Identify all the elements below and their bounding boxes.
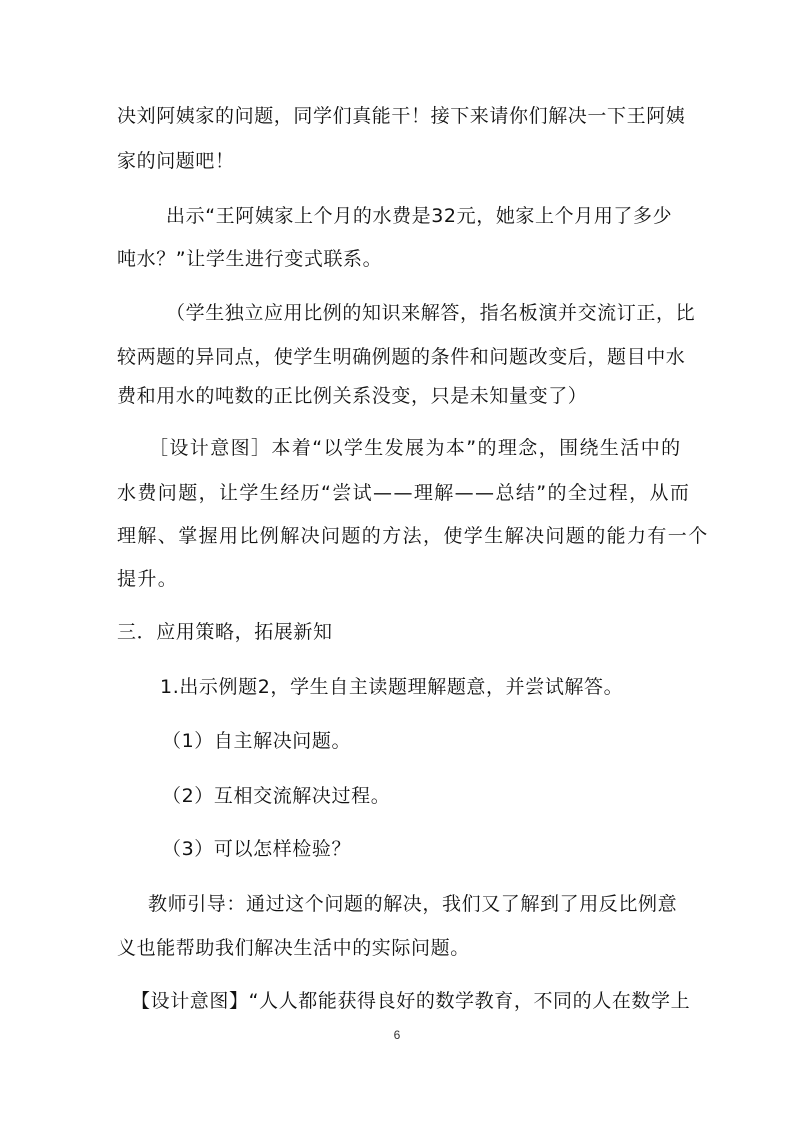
text-line-9: 水费问题，让学生经历“尝试——理解——总结”的全过程，从而 [117,482,691,504]
text-line-7: 费和用水的吨数的正比例关系没变，只是未知量变了） [117,385,588,407]
text-line-19: 【设计意图】“人人都能获得良好的数学教育，不同的人在数学上 [131,990,691,1012]
text-line-11: 提升。 [117,568,179,590]
text-line-3: 出示“王阿姨家上个月的水费是32元，她家上个月用了多少 [166,205,673,227]
text-line-5: （学生独立应用比例的知识来解答，指名板演并交流订正，比 [166,302,696,324]
list-item-2: （2）互相交流解决过程。 [162,785,391,807]
text-line-17: 教师引导：通过这个问题的解决，我们又了解到了用反比例意 [148,893,678,915]
text-line-1: 决刘阿姨家的问题，同学们真能干！接下来请你们解决一下王阿姨 [117,105,686,127]
text-line-10: 理解、掌握用比例解决问题的方法，使学生解决问题的能力有一个 [117,525,709,547]
text-line-2: 家的问题吧！ [117,150,235,172]
text-line-13: 1.出示例题2，学生自主读题理解题意，并尝试解答。 [160,676,624,698]
page-number: 6 [393,1028,401,1042]
text-line-8: ［设计意图］本着“以学生发展为本”的理念，围绕生活中的 [149,437,682,459]
text-line-18: 义也能帮助我们解决生活中的实际问题。 [117,937,470,959]
section-heading: 三．应用策略，拓展新知 [117,621,333,643]
text-line-4: 吨水？”让学生进行变式联系。 [117,248,383,270]
list-item-1: （1）自主解决问题。 [162,730,352,752]
text-line-6: 较两题的异同点，使学生明确例题的条件和问题改变后，题目中水 [117,346,686,368]
list-item-3: （3）可以怎样检验？ [162,838,352,860]
